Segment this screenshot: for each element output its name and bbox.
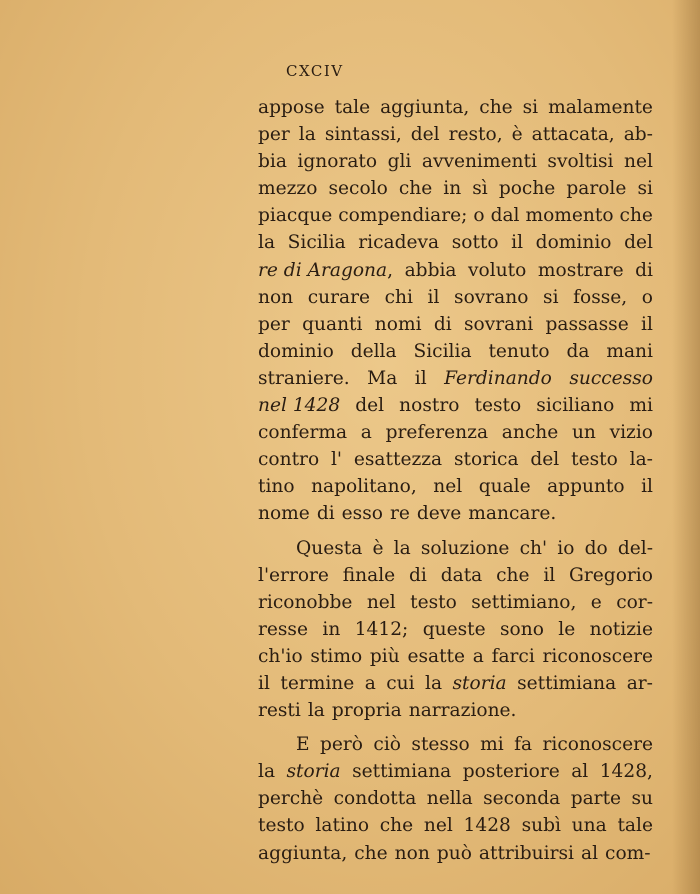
word: nel — [366, 591, 396, 613]
word: Ferdinando — [444, 367, 552, 389]
word: il — [258, 672, 270, 694]
word: cui — [386, 672, 415, 694]
word: resti — [258, 700, 301, 722]
word: data — [440, 564, 483, 586]
word: una — [571, 815, 607, 837]
paragraph-gap — [258, 528, 653, 535]
word: nel — [423, 815, 453, 837]
word: che — [398, 178, 433, 200]
word: però — [320, 734, 363, 756]
text-line — [258, 473, 653, 500]
word: o — [641, 286, 653, 308]
paragraph — [258, 94, 653, 528]
word: sovrano — [454, 286, 529, 308]
word: sintassi, — [324, 124, 402, 146]
word: storia — [286, 761, 341, 783]
word: tale — [617, 815, 653, 837]
word: esatte — [407, 645, 466, 667]
text-line — [258, 758, 653, 785]
word: avvenimenti — [421, 151, 537, 173]
word: poche — [498, 178, 556, 200]
word: al — [580, 842, 599, 864]
word: momento — [525, 205, 614, 227]
word: parte — [570, 788, 622, 810]
word: nella — [426, 788, 473, 810]
word: aggiunta, — [258, 842, 348, 864]
word: di — [635, 259, 653, 281]
word: riconobbe — [258, 591, 353, 613]
word: o — [473, 205, 485, 227]
word: che — [354, 842, 388, 864]
word: do — [584, 537, 608, 559]
word: la — [425, 672, 443, 694]
word: ch' — [519, 537, 548, 559]
word: la — [258, 232, 276, 254]
word: straniere. — [258, 367, 350, 389]
word: la- — [629, 449, 653, 471]
word: narrazione. — [408, 700, 517, 722]
text-line — [258, 616, 653, 643]
word: che — [619, 205, 653, 227]
word: passasse — [545, 313, 629, 335]
word: del — [530, 449, 560, 471]
word: della — [350, 340, 397, 362]
word: testo — [258, 815, 305, 837]
word: esso — [341, 503, 383, 525]
word: riconoscere — [542, 645, 653, 667]
text-line — [258, 812, 653, 839]
paragraph-gap — [258, 724, 653, 731]
word: da — [566, 340, 590, 362]
word: il — [427, 286, 440, 308]
word: ar- — [626, 672, 653, 694]
text-line — [258, 257, 653, 284]
word: deve — [416, 503, 462, 525]
word: preferenza — [385, 422, 489, 444]
text-line — [258, 365, 653, 392]
word: testo — [571, 449, 618, 471]
text-line — [258, 731, 653, 758]
word: fosse, — [573, 286, 628, 308]
word: riconoscere — [542, 734, 653, 756]
word: il — [414, 367, 427, 389]
word: l'errore — [258, 564, 329, 586]
word: queste — [422, 618, 486, 640]
word: vizio — [609, 422, 653, 444]
word: del — [410, 124, 440, 146]
word: sovrani — [464, 313, 534, 335]
word: nel — [624, 151, 653, 173]
word: il — [543, 564, 556, 586]
word: voluto — [468, 259, 527, 281]
word: in — [322, 618, 341, 640]
word: che — [496, 564, 530, 586]
word: subì — [521, 815, 561, 837]
word: la — [298, 124, 316, 146]
word: settimiano, — [471, 591, 577, 613]
word: piacque — [258, 205, 333, 227]
word: Sicilia — [287, 232, 346, 254]
word: la — [393, 537, 411, 559]
word: farci — [491, 645, 535, 667]
word: 1428, — [599, 761, 653, 783]
page-edge-shadow — [672, 0, 700, 894]
word: bia — [258, 151, 287, 173]
text-line — [258, 311, 653, 338]
word: propria — [331, 700, 402, 722]
word: del- — [617, 537, 653, 559]
word: sotto — [451, 232, 499, 254]
word: per — [258, 313, 290, 335]
word: è — [372, 537, 384, 559]
word: svoltisi — [547, 151, 614, 173]
word: ch'io — [258, 645, 303, 667]
word: il — [511, 232, 524, 254]
word: si — [637, 178, 653, 200]
word: siciliano — [536, 395, 615, 417]
word: Ma — [367, 367, 398, 389]
text-line — [258, 785, 653, 812]
word: ciò — [373, 734, 401, 756]
word: nome — [258, 503, 310, 525]
word: è — [511, 124, 523, 146]
word: la — [258, 761, 276, 783]
word: si — [522, 97, 539, 118]
word: storia — [452, 672, 507, 694]
text-line — [258, 175, 653, 202]
text-line — [258, 500, 653, 527]
word: nel 1428 — [258, 395, 341, 417]
word: nomi — [374, 313, 422, 335]
word: E — [296, 734, 310, 756]
text-line — [258, 284, 653, 311]
word: Gregorio — [569, 564, 653, 586]
word: sono — [499, 618, 544, 640]
word: finale — [342, 564, 396, 586]
word: perchè — [258, 788, 324, 810]
word: tale — [334, 97, 371, 118]
word: chi — [384, 286, 413, 308]
text-line — [258, 535, 653, 562]
body-text — [258, 94, 653, 867]
word: resse — [258, 618, 308, 640]
word: malamente — [548, 97, 653, 118]
page-number: CXCIV — [286, 62, 344, 80]
word: quale — [478, 476, 531, 498]
word: Sicilia — [413, 340, 472, 362]
word: conferma — [258, 422, 348, 444]
word: aggiunta, — [380, 97, 470, 118]
word: attribuirsi — [478, 842, 574, 864]
word: secolo — [328, 178, 388, 200]
word: notizie — [589, 618, 653, 640]
word: del — [355, 395, 385, 417]
word: del — [624, 232, 653, 254]
word: si — [543, 286, 559, 308]
paragraph — [258, 731, 653, 866]
word: testo — [410, 591, 457, 613]
word: settimiana — [352, 761, 452, 783]
word: a — [472, 645, 484, 667]
word: in — [443, 178, 462, 200]
word: cor- — [616, 591, 653, 613]
word: esattezza — [353, 449, 443, 471]
text-line — [258, 229, 653, 256]
word: parole — [566, 178, 627, 200]
word: curare — [307, 286, 371, 308]
text-line — [258, 697, 653, 724]
word: nostro — [399, 395, 460, 417]
word: che — [379, 815, 414, 837]
word: ricadeva — [358, 232, 440, 254]
word: gli — [387, 151, 412, 173]
word: ignorato — [297, 151, 378, 173]
text-line — [258, 338, 653, 365]
word: abbia — [404, 259, 457, 281]
word: 1412; — [354, 618, 409, 640]
paragraph — [258, 535, 653, 725]
word: su — [631, 788, 653, 810]
word: latino — [315, 815, 370, 837]
word: il — [641, 313, 653, 335]
word: condotta — [333, 788, 417, 810]
word: mezzo — [258, 178, 318, 200]
word: tenuto — [488, 340, 550, 362]
word: successo — [569, 367, 653, 389]
word: mani — [606, 340, 653, 362]
word: stimo — [310, 645, 363, 667]
word: re — [389, 503, 410, 525]
word: dominio — [535, 232, 612, 254]
word: di — [433, 313, 452, 335]
word: più — [369, 645, 400, 667]
word: mancare. — [468, 503, 557, 525]
word: il — [641, 476, 653, 498]
word: e — [590, 591, 602, 613]
word: dominio — [258, 340, 334, 362]
word: non — [394, 842, 430, 864]
word: contro — [258, 449, 320, 471]
word: per — [258, 124, 290, 146]
word: io — [557, 537, 575, 559]
text-line — [258, 589, 653, 616]
word: che — [479, 97, 513, 118]
word: sì — [472, 178, 488, 200]
text-line — [258, 94, 653, 121]
word: anche — [501, 422, 559, 444]
word: compendiare; — [338, 205, 468, 227]
word: mi — [480, 734, 504, 756]
text-line — [258, 643, 653, 670]
word: testo — [474, 395, 522, 417]
word: settimiana — [517, 672, 617, 694]
word: di — [316, 503, 335, 525]
word: soluzione — [420, 537, 510, 559]
text-line — [258, 562, 653, 589]
text-line — [258, 840, 653, 867]
text-line — [258, 202, 653, 229]
text-line — [258, 446, 653, 473]
word: a — [360, 422, 372, 444]
word: quanti — [302, 313, 363, 335]
word: 1428 — [463, 815, 511, 837]
word: napolitano, — [311, 476, 417, 498]
word: a — [364, 672, 376, 694]
word: appunto — [547, 476, 625, 498]
word: mi — [629, 395, 653, 417]
word: Questa — [296, 537, 363, 559]
word: mostrare — [537, 259, 624, 281]
text-line — [258, 670, 653, 697]
word: le — [558, 618, 576, 640]
text-line — [258, 148, 653, 175]
word: l' — [330, 449, 343, 471]
text-line — [258, 121, 653, 148]
word: attacata, — [531, 124, 615, 146]
word: un — [571, 422, 596, 444]
word: la — [307, 700, 325, 722]
word: tino — [258, 476, 295, 498]
word: appose — [258, 97, 325, 118]
word: al — [571, 761, 589, 783]
word: com- — [605, 842, 651, 864]
text-line — [258, 392, 653, 419]
word: ab- — [623, 124, 653, 146]
word: storica — [454, 449, 519, 471]
word: stesso — [411, 734, 470, 756]
word: non — [258, 286, 294, 308]
word: dal — [490, 205, 520, 227]
word: re di Aragona, — [258, 259, 394, 281]
text-line — [258, 419, 653, 446]
word: fa — [514, 734, 533, 756]
word: nel — [433, 476, 463, 498]
word: di — [409, 564, 427, 586]
word: resto, — [448, 124, 503, 146]
word: posteriore — [462, 761, 560, 783]
word: termine — [280, 672, 355, 694]
word: seconda — [483, 788, 561, 810]
word: può — [436, 842, 472, 864]
